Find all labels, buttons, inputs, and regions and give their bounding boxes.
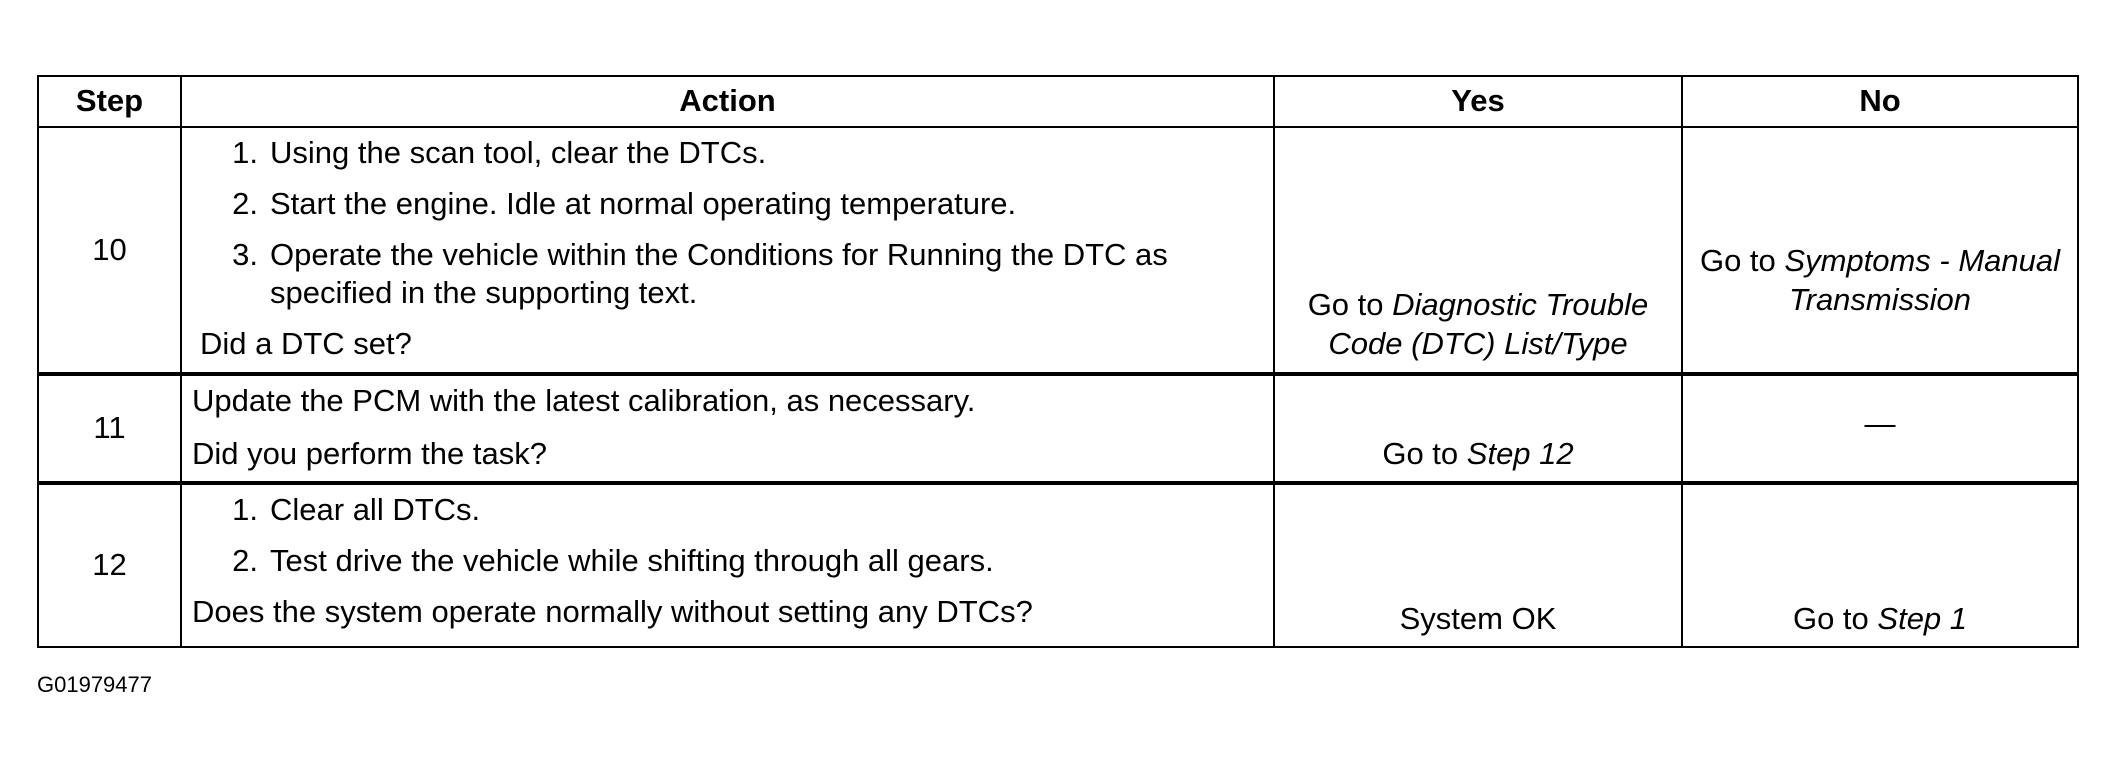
action-question: Did you perform the task? (192, 435, 547, 471)
list-item (200, 542, 1263, 581)
action-cell (181, 374, 1274, 484)
action-cell (181, 483, 1274, 647)
table-row-step-12 (38, 483, 2078, 647)
no-cell (1682, 127, 2078, 374)
no-cell: — (1682, 374, 2078, 484)
list-item (200, 491, 1263, 530)
yes-link-step-12[interactable]: Step 12 (1466, 435, 1574, 471)
action-steps-list (200, 491, 1263, 581)
action-question: Did a DTC set? (200, 326, 412, 361)
step-item-number: 1. (232, 135, 258, 170)
no-prefix: Go to (1699, 243, 1785, 279)
step-item-text: Test drive the vehicle while shifting through all gears. (270, 543, 994, 578)
diagnostic-table (37, 75, 2079, 648)
table-row-step-10 (38, 127, 2078, 374)
table-row-step-11 (38, 374, 2078, 484)
yes-cell (1274, 374, 1682, 484)
action-question: Does the system operate normally without setting any DTCs? (192, 593, 1033, 629)
action-text: Update the PCM with the latest calibration, as necessary. (192, 382, 976, 418)
yes-prefix: Go to (1307, 287, 1393, 323)
step-item-number: 3. (232, 236, 258, 272)
yes-prefix: Go to (1382, 435, 1467, 471)
step-number: 12 (38, 483, 181, 647)
figure-id: G01979477 (37, 672, 152, 697)
list-item (200, 134, 1263, 173)
action-cell (181, 127, 1274, 374)
step-item-number: 2. (232, 543, 258, 578)
header-yes: Yes (1274, 76, 1682, 127)
step-item-text: Start the engine. Idle at normal operating temperature. (270, 185, 1017, 221)
yes-cell: System OK (1274, 483, 1682, 647)
step-item-text: Operate the vehicle within the Conditions for Running the DTC as specified in the supporting text. (270, 236, 1168, 311)
list-item (200, 185, 1263, 224)
header-step: Step (38, 76, 181, 127)
header-no: No (1682, 76, 2078, 127)
yes-cell (1274, 127, 1682, 374)
list-item (200, 236, 1263, 314)
no-prefix: Go to (1792, 600, 1878, 636)
no-cell (1682, 483, 2078, 647)
header-action: Action (181, 76, 1274, 127)
step-number: 11 (38, 374, 181, 484)
no-link-step-1[interactable]: Step 1 (1877, 600, 1968, 636)
header-row (38, 76, 2078, 127)
step-number: 10 (38, 127, 181, 374)
step-item-text: Using the scan tool, clear the DTCs. (270, 135, 767, 170)
step-item-text: Clear all DTCs. (270, 492, 481, 528)
step-item-number: 1. (232, 492, 258, 528)
action-steps-list (200, 134, 1263, 313)
yes-link-dtc-list[interactable]: Diagnostic Trouble Code (DTC) List/Type (1328, 287, 1649, 361)
no-link-symptoms[interactable]: Symptoms - Manual Transmission (1784, 243, 2061, 317)
step-item-number: 2. (232, 185, 258, 221)
